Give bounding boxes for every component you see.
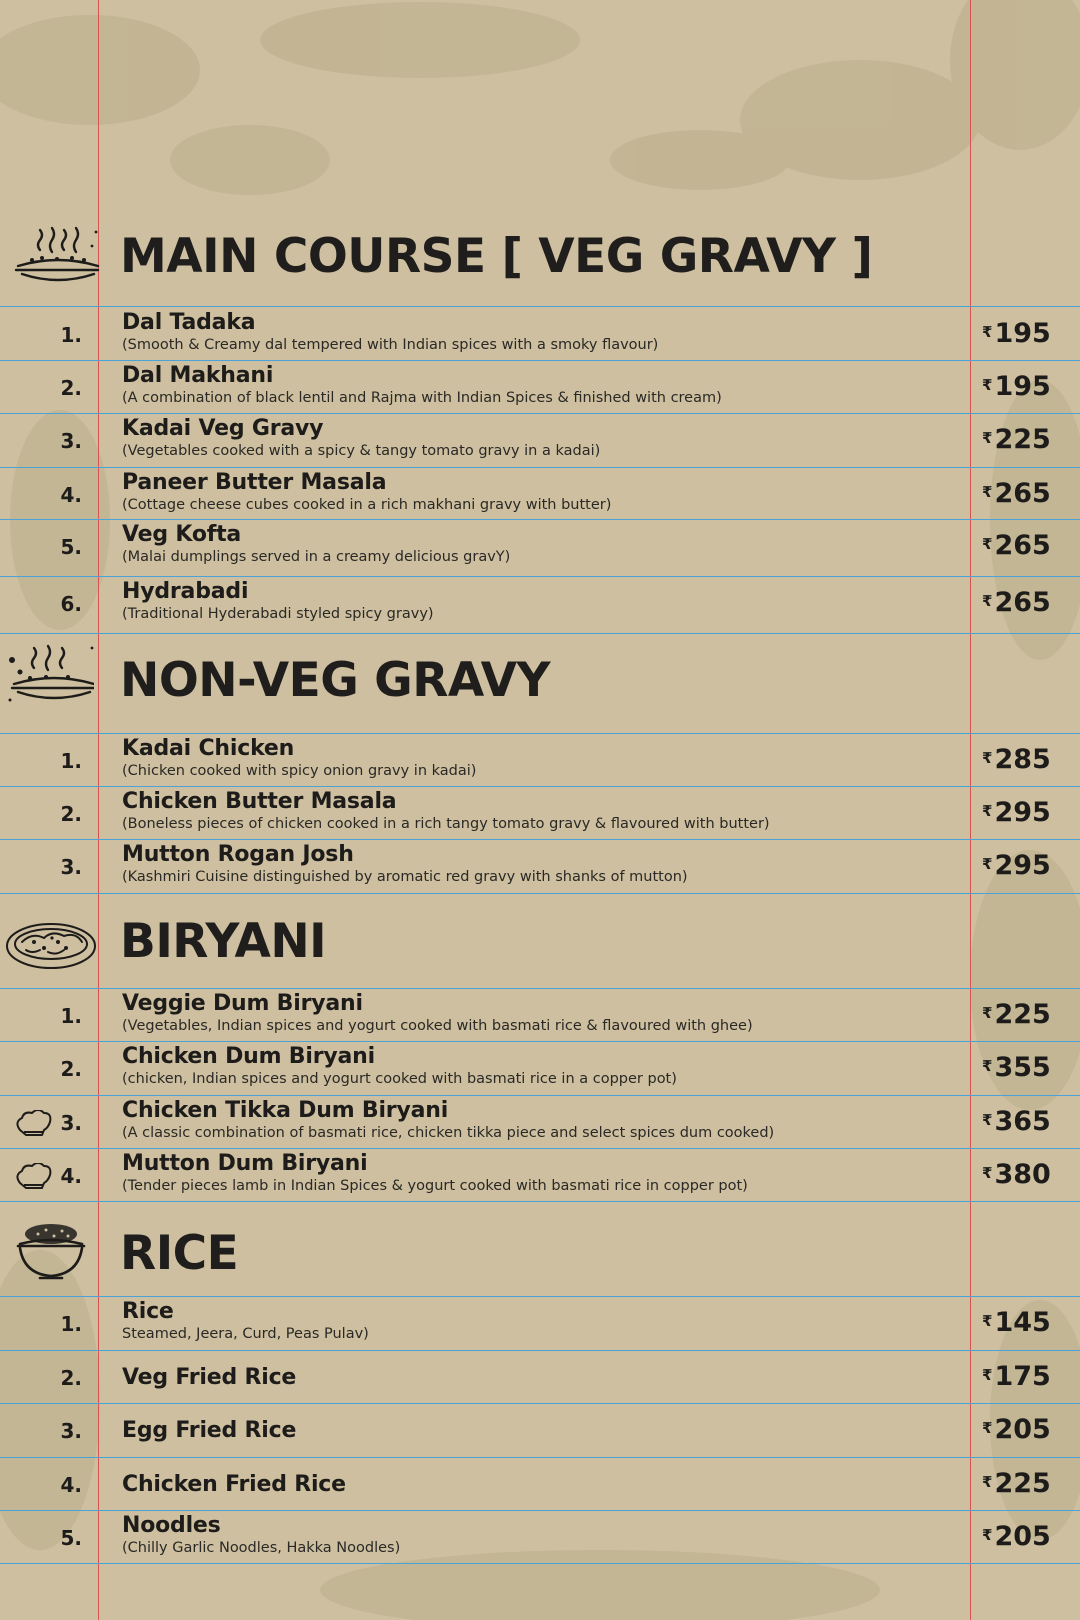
item-description: (chicken, Indian spices and yogurt cooked with basmati rice in a copper pot) bbox=[122, 1071, 677, 1087]
item-number: 2. bbox=[60, 376, 82, 400]
item-name: Dal Makhani bbox=[122, 363, 274, 388]
menu-item-row bbox=[0, 1297, 1080, 1349]
item-name: Chicken Tikka Dum Biryani bbox=[122, 1098, 449, 1123]
section-title: MAIN COURSE [ VEG GRAVY ] bbox=[120, 229, 873, 284]
menu-item-row bbox=[0, 787, 1080, 839]
item-price bbox=[982, 320, 1074, 347]
item-name: Noodles bbox=[122, 1513, 221, 1538]
price-value: 225 bbox=[994, 999, 1051, 1030]
item-name: Mutton Dum Biryani bbox=[122, 1151, 368, 1176]
item-number: 5. bbox=[60, 1526, 82, 1550]
rupee-symbol: ₹ bbox=[982, 802, 993, 820]
item-number: 3. bbox=[60, 1111, 82, 1135]
item-name: Chicken Fried Rice bbox=[122, 1472, 346, 1497]
item-price bbox=[982, 852, 1074, 879]
item-number: 1. bbox=[60, 323, 82, 347]
item-number: 1. bbox=[60, 1312, 82, 1336]
item-number: 2. bbox=[60, 802, 82, 826]
item-price bbox=[982, 746, 1074, 773]
price-value: 225 bbox=[994, 424, 1051, 455]
ruled-line bbox=[0, 633, 1080, 634]
item-name: Veggie Dum Biryani bbox=[122, 991, 363, 1016]
item-price bbox=[982, 1416, 1074, 1443]
item-number: 4. bbox=[60, 1473, 82, 1497]
section-title: RICE bbox=[120, 1226, 239, 1281]
item-number: 6. bbox=[60, 592, 82, 616]
item-description: Steamed, Jeera, Curd, Peas Pulav) bbox=[122, 1326, 369, 1342]
item-description: (Cottage cheese cubes cooked in a rich makhani gravy with butter) bbox=[122, 497, 612, 513]
item-name: Chicken Butter Masala bbox=[122, 789, 397, 814]
menu-item-row bbox=[0, 1351, 1080, 1403]
rupee-symbol: ₹ bbox=[982, 1366, 993, 1384]
menu-item-row bbox=[0, 734, 1080, 786]
price-value: 225 bbox=[994, 1468, 1051, 1499]
item-price bbox=[982, 1363, 1074, 1390]
price-value: 205 bbox=[994, 1414, 1051, 1445]
rupee-symbol: ₹ bbox=[982, 535, 993, 553]
item-price bbox=[982, 426, 1074, 453]
menu-item-row bbox=[0, 1404, 1080, 1456]
menu-item-row bbox=[0, 361, 1080, 413]
item-number: 3. bbox=[60, 1419, 82, 1443]
item-price bbox=[982, 373, 1074, 400]
item-name: Mutton Rogan Josh bbox=[122, 842, 354, 867]
rupee-symbol: ₹ bbox=[982, 1004, 993, 1022]
rupee-symbol: ₹ bbox=[982, 483, 993, 501]
item-price bbox=[982, 799, 1074, 826]
item-price bbox=[982, 480, 1074, 507]
price-value: 295 bbox=[994, 850, 1051, 881]
menu-item-row bbox=[0, 1042, 1080, 1094]
item-name: Kadai Veg Gravy bbox=[122, 416, 324, 441]
steaming-plate-icon bbox=[6, 640, 94, 710]
price-value: 355 bbox=[994, 1052, 1051, 1083]
price-value: 175 bbox=[994, 1361, 1051, 1392]
item-number: 3. bbox=[60, 429, 82, 453]
menu-item-row bbox=[0, 414, 1080, 466]
menu-item-row bbox=[0, 520, 1080, 572]
item-number: 3. bbox=[60, 855, 82, 879]
rupee-symbol: ₹ bbox=[982, 1057, 993, 1075]
item-number: 2. bbox=[60, 1057, 82, 1081]
rupee-symbol: ₹ bbox=[982, 749, 993, 767]
rupee-symbol: ₹ bbox=[982, 1111, 993, 1129]
item-description: (Chicken cooked with spicy onion gravy in kadai) bbox=[122, 763, 477, 779]
item-description: (A combination of black lentil and Rajma with Indian Spices & finished with cream) bbox=[122, 390, 722, 406]
rupee-symbol: ₹ bbox=[982, 1473, 993, 1491]
ruled-line bbox=[0, 1201, 1080, 1202]
menu-item-row bbox=[0, 840, 1080, 892]
ruled-line bbox=[0, 306, 1080, 307]
menu-item-row bbox=[0, 989, 1080, 1041]
item-description: (Kashmiri Cuisine distinguished by aromatic red gravy with shanks of mutton) bbox=[122, 869, 688, 885]
item-name: Kadai Chicken bbox=[122, 736, 295, 761]
item-number: 1. bbox=[60, 749, 82, 773]
rice-bowl-icon bbox=[14, 1214, 88, 1284]
price-value: 285 bbox=[994, 744, 1051, 775]
item-price bbox=[982, 1161, 1074, 1188]
item-number: 4. bbox=[60, 1164, 82, 1188]
item-name: Veg Kofta bbox=[122, 522, 242, 547]
item-name: Hydrabadi bbox=[122, 579, 249, 604]
item-name: Egg Fried Rice bbox=[122, 1418, 297, 1443]
item-price bbox=[982, 1309, 1074, 1336]
item-price bbox=[982, 1001, 1074, 1028]
item-number: 1. bbox=[60, 1004, 82, 1028]
rupee-symbol: ₹ bbox=[982, 376, 993, 394]
section-title: BIRYANI bbox=[120, 914, 327, 969]
price-value: 265 bbox=[994, 478, 1051, 509]
rupee-symbol: ₹ bbox=[982, 1419, 993, 1437]
item-name: Chicken Dum Biryani bbox=[122, 1044, 375, 1069]
price-value: 265 bbox=[994, 587, 1051, 618]
menu-item-row bbox=[0, 1096, 1080, 1148]
item-name: Paneer Butter Masala bbox=[122, 470, 387, 495]
rupee-symbol: ₹ bbox=[982, 592, 993, 610]
item-name: Rice bbox=[122, 1299, 174, 1324]
ruled-line bbox=[0, 893, 1080, 894]
menu-item-row bbox=[0, 1149, 1080, 1201]
rupee-symbol: ₹ bbox=[982, 323, 993, 341]
rupee-symbol: ₹ bbox=[982, 429, 993, 447]
item-description: (Boneless pieces of chicken cooked in a rich tangy tomato gravy & flavoured with butter) bbox=[122, 816, 770, 832]
item-description: (A classic combination of basmati rice, chicken tikka piece and select spices dum cooked) bbox=[122, 1125, 775, 1141]
item-description: (Malai dumplings served in a creamy delicious gravY) bbox=[122, 549, 511, 565]
menu-item-row bbox=[0, 468, 1080, 520]
item-description: (Vegetables, Indian spices and yogurt cooked with basmati rice & flavoured with ghee) bbox=[122, 1018, 753, 1034]
item-description: (Vegetables cooked with a spicy & tangy tomato gravy in a kadai) bbox=[122, 443, 601, 459]
price-value: 205 bbox=[994, 1521, 1051, 1552]
item-number: 4. bbox=[60, 483, 82, 507]
item-number: 2. bbox=[60, 1366, 82, 1390]
price-value: 265 bbox=[994, 530, 1051, 561]
steaming-plate-icon bbox=[12, 222, 100, 292]
item-price bbox=[982, 589, 1074, 616]
ruled-line bbox=[0, 1563, 1080, 1564]
item-price bbox=[982, 532, 1074, 559]
rupee-symbol: ₹ bbox=[982, 855, 993, 873]
item-description: (Tender pieces lamb in Indian Spices & yogurt cooked with basmati rice in copper pot) bbox=[122, 1178, 748, 1194]
item-price bbox=[982, 1054, 1074, 1081]
price-value: 195 bbox=[994, 371, 1051, 402]
rupee-symbol: ₹ bbox=[982, 1526, 993, 1544]
rupee-symbol: ₹ bbox=[982, 1312, 993, 1330]
item-price bbox=[982, 1470, 1074, 1497]
price-value: 145 bbox=[994, 1307, 1051, 1338]
item-price bbox=[982, 1523, 1074, 1550]
item-description: (Chilly Garlic Noodles, Hakka Noodles) bbox=[122, 1540, 401, 1556]
rupee-symbol: ₹ bbox=[982, 1164, 993, 1182]
menu-item-row bbox=[0, 1511, 1080, 1563]
section-title: NON-VEG GRAVY bbox=[120, 653, 550, 708]
price-value: 365 bbox=[994, 1106, 1051, 1137]
item-name: Dal Tadaka bbox=[122, 310, 256, 335]
item-description: (Smooth & Creamy dal tempered with Indian spices with a smoky flavour) bbox=[122, 337, 659, 353]
menu-item-row bbox=[0, 577, 1080, 629]
price-value: 380 bbox=[994, 1159, 1051, 1190]
item-name: Veg Fried Rice bbox=[122, 1365, 297, 1390]
menu-item-row bbox=[0, 1458, 1080, 1510]
menu-item-row bbox=[0, 308, 1080, 360]
price-value: 295 bbox=[994, 797, 1051, 828]
item-number: 5. bbox=[60, 535, 82, 559]
price-value: 195 bbox=[994, 318, 1051, 349]
item-description: (Traditional Hyderabadi styled spicy gravy) bbox=[122, 606, 434, 622]
biryani-plate-icon bbox=[4, 908, 98, 978]
item-price bbox=[982, 1108, 1074, 1135]
